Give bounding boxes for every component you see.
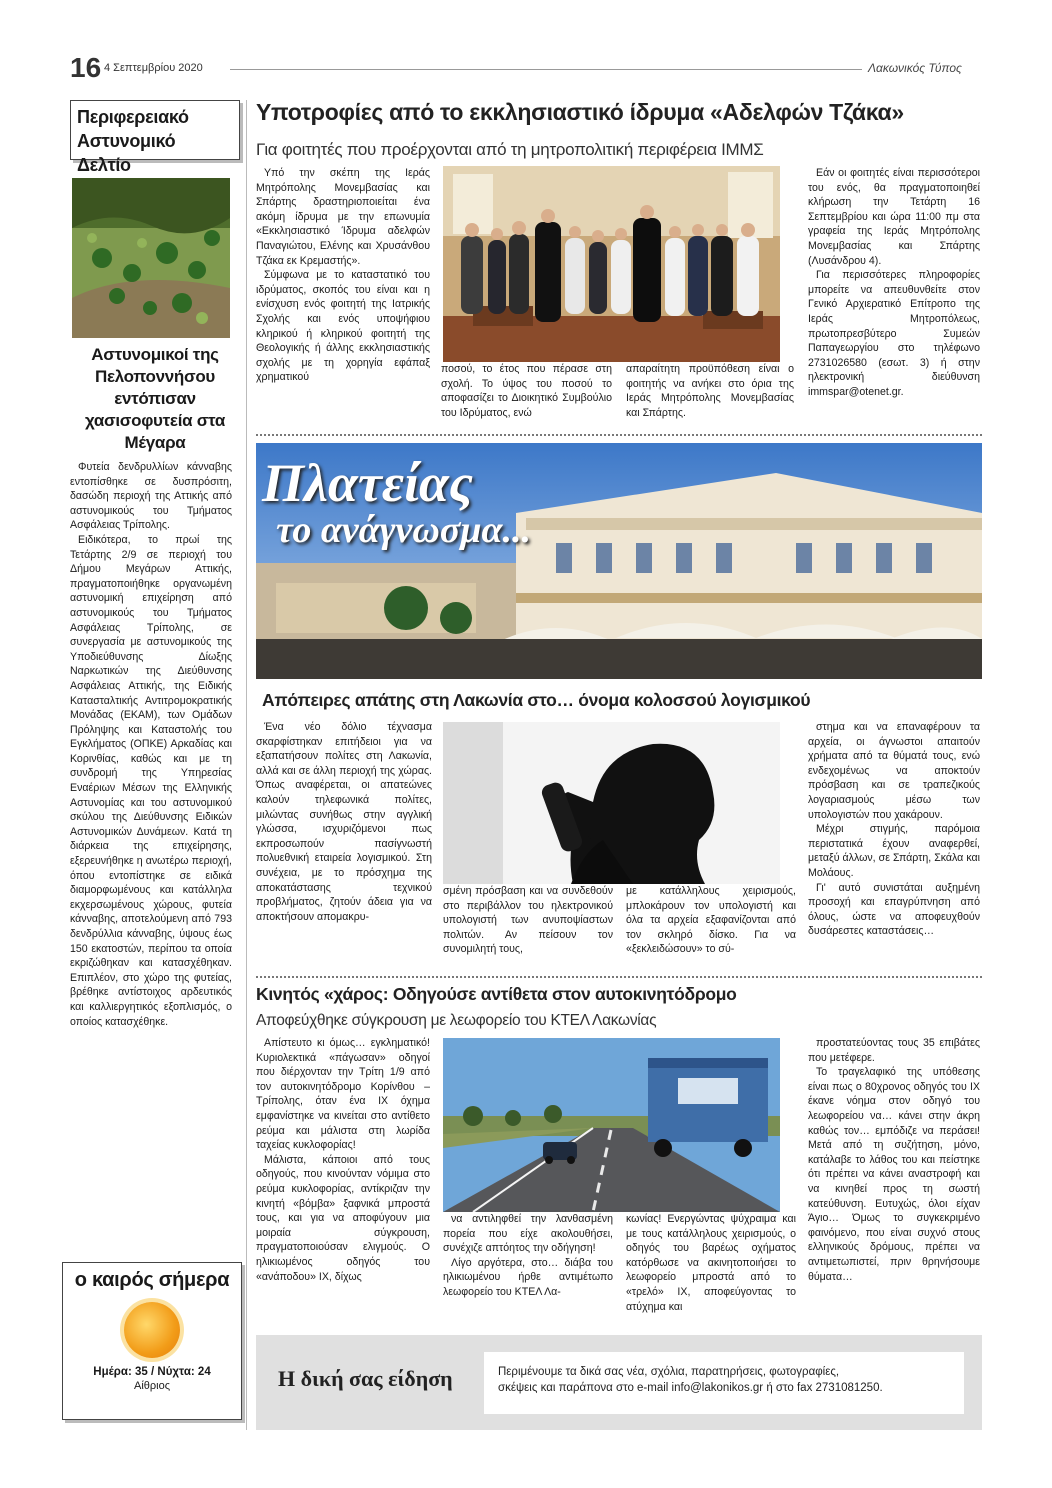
issue-date: 4 Σεπτεμβρίου 2020 xyxy=(104,62,203,74)
article2-column-1 xyxy=(256,720,432,924)
weather-title: ο καιρός σήμερα xyxy=(74,1269,230,1291)
article1-title: Υποτροφίες από το εκκλησιαστικό ίδρυμα «Αδελφών Τζάκα» xyxy=(256,99,904,125)
article3-paragraph: να αντιληφθεί την λανθασμένη πορεία που είχε ακολουθήσει, συνέχιζε απτόητος την οδήγηση! xyxy=(443,1213,613,1255)
police-paragraph: Ειδικότερα, το πρωί της Τετάρτης 2/9 σε περιοχή του Δήμου Μεγάρων Αττικής, πραγματοποιήθηκε οργανωμένη αστυνομική επιχείρηση από αστυνομικούς του Τμήματος Ασφάλειας Τρίπολης, σε συνεργασία με αστυνομικούς της Υποδιεύθυνσης Δίωξης Ναρκωτικών της Διεύθυνσης Ασφάλειας Αττικής, της Ειδικής Κατασταλτικής Αντιτρομοκρατικής Μονάδας (ΕΚΑΜ), των Ομάδων Πρόληψης και Καταστολής του Εγκλήματος (ΟΠΚΕ) Αρκαδίας και Κορινθίας, καθώς και με τη συνδρομή της Υπηρεσίας Εναέριων Μέσων της Ελληνικής Αστυνομίας και του αστυνομικού σκύλου της Διεύθυνσης Ειδικών Αστυνομικών Δυνάμεων. Κατά τη διάρκεια της επιχείρησης, εξερευνήθηκε η ανωτέρω περιοχή, όπου εντοπίστηκε σε ειδικά διαμορφωμένους και κατάλληλα εκχερσωμένους χώρους, φυτεία κάνναβης, αποτελούμενη από 793 δενδρύλλια κάνναβης, ύψους έως 150 εκατοστών, περίπου τα οποία εκριζώθηκαν και κατασχέθηκαν. Επιπλέον, στο χώρο της φυτείας, βρέθηκε αντίστοιχος αρδευτικός και καλλιεργητικός εξοπλισμός, ο οποίος κατασχέθηκε. xyxy=(70,533,232,1028)
article1-paragraph: Υπό την σκέπη της Ιεράς Μητρόπολης Μονεμβασίας και Σπάρτης δραστηριοποιείται ένα ακόμη ίδρυμα με την επωνυμία «Εκκλησιαστικό Ίδρυμα αδελφών Παναγιώτου, Ελένης και Χρυσάνθου Τζάκα εκ Κρεμαστής». xyxy=(256,167,430,267)
highway-truck-photo xyxy=(443,1038,780,1212)
banner-title: Πλατείας xyxy=(262,453,473,513)
article3-subtitle: Αποφεύχθηκε σύγκρουση με λεωφορείο του ΚΤΕΛ Λακωνίας xyxy=(256,1012,657,1029)
sun-icon xyxy=(124,1302,180,1358)
article3-column-2 xyxy=(443,1212,613,1300)
weather-temperature: Ημέρα: 35 / Νύχτα: 24 xyxy=(93,1366,211,1378)
article3-paragraph: Απίστευτο κι όμως… εγκληματικό! Κυριολεκτικά «πάγωσαν» οδηγοί που διέρχονταν την Τρίτη 1/9 από τον αυτοκινητόδρομο Κορίνθου – Τρίπολης, όταν ένα ΙΧ όχημα εμφανίστηκε να κινείται στο αντίθετο ρεύμα και μάλιστα στη λωρίδα ταχείας κυκλοφορίας! xyxy=(256,1037,430,1152)
article3-column-3: κωνίας! Ενεργώντας ψύχραιμα και με τους κατάλληλους χειρισμούς, ο οδηγός του βαρέως οχήματος κατόρθωσε να ακινητοποιήσει το λεωφορείο μπροστά από το «τρελό» ΙΧ, αποφεύγοντας το ατύχημα και xyxy=(626,1213,796,1313)
article2-column-4 xyxy=(808,720,980,939)
police-section-title: Περιφερειακό Αστυνομικό Δελτίο xyxy=(70,100,240,160)
article3-paragraph: προστατεύοντας τους 35 επιβάτες που μετέφερε. xyxy=(808,1037,980,1064)
phone-silhouette-photo xyxy=(443,722,780,884)
banner-subtitle: το ανάγνωσμα... xyxy=(276,509,532,551)
reader-news-text xyxy=(484,1352,964,1414)
article1-column-4 xyxy=(808,166,980,400)
article1-subtitle: Για φοιτητές που προέρχονται από τη μητροπολιτική περιφέρεια ΙΜΜΣ xyxy=(256,140,764,159)
article3-paragraph: Λίγο αργότερα, στο… διάβα του ηλικιωμένου ήρθε αντιμέτωπο λεωφορείο του ΚΤΕΛ Λα- xyxy=(443,1256,613,1298)
article3-title: Κινητός «χάρος: Οδηγούσε αντίθετα στον αυτοκινητόδρομο xyxy=(256,984,737,1004)
article2-paragraph: Γι' αυτό συνιστάται αυξημένη προσοχή και επαγρύπνηση από όλους, ώστε να αποφευχθούν δυσάρεστες καταστάσεις… xyxy=(808,881,980,938)
weather-box xyxy=(62,1262,242,1420)
column-divider xyxy=(246,100,247,1430)
police-article-body xyxy=(70,460,232,1029)
article1-column-1 xyxy=(256,166,430,385)
article3-column-4 xyxy=(808,1036,980,1284)
article1-paragraph: Για περισσότερες πληροφορίες μπορείτε να απευθυνθείτε στον Γενικό Αρχιερατικό Επίτροπο της Ιεράς Μητροπόλεως, πρωτοπρεσβύτερο Συμεών Παπαγεωργίου στο τηλέφωνο 2731026580 (εσωτ. 3) ή στην ηλεκτρονική διεύθυνση immspar@otenet.gr. xyxy=(808,269,980,398)
article2-paragraph: Μέχρι στιγμής, παρόμοια περιστατικά έχουν αναφερθεί, μεταξύ άλλων, σε Σπάρτη, Σκάλα και Μολάους. xyxy=(808,823,980,879)
article2-paragraph: στημα και να επαναφέρουν τα αρχεία, οι άγνωστοι απαιτούν χρήματα από τα θύματά τους, ενώ ενδεχομένως να αποκτούν πρόσβαση και σε τραπεζικούς λογαριασμούς μέσω των υπολογιστών που χακάρουν. xyxy=(808,721,980,821)
scholarship-group-photo xyxy=(443,166,780,362)
article2-title: Απόπειρες απάτης στη Λακωνία στο… όνομα κολοσσού λογισμικού xyxy=(262,690,811,710)
article3-paragraph: Το τραγελαφικό της υπόθεσης είναι πως ο 80χρονος οδηγός του ΙΧ έκανε νόημα στον οδηγό του λεωφορείου να… κάνει στην άκρη καθώς τον… εμπόδιζε να περάσει! Μετά από τη συζήτηση, μόνο, κατάλαβε το λάθος του και πείστηκε ότι πρέπει να κάνει αναστροφή και να κινηθεί προς τη σωστή κατεύθυνση. Ευτυχώς, όλοι είχαν Άγιο… Όμως το συγκεκριμένο φαινόμενο, που είναι συχνό στους ελληνικούς δρόμους, πρέπει να αντιμετωπιστεί, πριν θρηνήσουμε θύματα… xyxy=(808,1066,980,1283)
article1-paragraph: Εάν οι φοιτητές είναι περισσότεροι του ενός, θα πραγματοποιηθεί κλήρωση την Τετάρτη 16 Σεπτεμβρίου και ώρα 11:00 πμ στα γραφεία της Ιεράς Μητρόπολης Μονεμβασίας και Σπάρτης (Λυσάνδρου 4). xyxy=(808,167,980,267)
weather-condition: Αίθριος xyxy=(133,1380,171,1392)
article2-paragraph: Ένα νέο δόλιο τέχνασμα σκαρφίστηκαν επιτήδειοι για να εξαπατήσουν πολίτες στη Λακωνία, αλλά και σε άλλη περιοχή της χώρας. Όπως αναφέρεται, οι απατεώνες καλούν τηλεφωνικά πολίτες, μιλώντας συνήθως στην αγγλική γλώσσα, ισχυριζόμενοι πως εκπροσωπούν πασίγνωστή πολυεθνική εταιρεία λογισμικού. Στη συνέχεια, με το πρόσχημα της αποκατάστασης τεχνικού προβλήματος, ζητούν άδεια για να αποκτήσουν απομακρυ- xyxy=(256,721,432,923)
police-paragraph: Φυτεία δενδρυλλίων κάνναβης εντοπίσθηκε σε δυσπρόσιτη, δασώδη περιοχή της Αττικής από αστυνομικούς του Τμήματος Ασφάλειας Τρίπολης. xyxy=(70,461,232,532)
newspaper-name: Λακωνικός Τύπος xyxy=(868,61,962,75)
header-rule xyxy=(230,69,862,70)
article2-column-2: σμένη πρόσβαση και να συνδεθούν στο περιβάλλον του ηλεκτρονικού υπολογιστή των ανυποψίαστων πολιτών. Αν πείσουν τον συνομιλητή τους, xyxy=(443,885,613,956)
page-number: 16 xyxy=(70,52,102,83)
article3-paragraph: Μάλιστα, κάποιοι από τους οδηγούς, που κινούνταν νόμιμα στο ρεύμα κυκλοφορίας, αντίκριζαν την κινητή «βόμβα» ξαφνικά μπροστά τους, και για να αποφύγουν μια μοιραία σύγκρουση, πραγματοποιούσαν ελιγμούς. Ο ηλικιωμένος οδηγός του «ανάποδου» ΙΧ, δίχως xyxy=(256,1153,430,1283)
article1-column-3: απαραίτητη προϋπόθεση είναι ο φοιτητής να ανήκει στο όρια της Ιεράς Μητρόπολης Μονεμβασίας και Σπάρτης. xyxy=(626,363,794,419)
reader-news-line: σκέψεις και παράπονα στο e-mail info@lakonikos.gr ή στο fax 2731081250. xyxy=(498,1382,883,1394)
section-divider xyxy=(256,434,982,436)
reader-news-title: Η δική σας είδηση xyxy=(278,1366,453,1391)
article2-column-3: με κατάλληλους χειρισμούς, μπλοκάρουν τον υπολογιστή και όλα τα αρχεία εξαφανίζονται από τον σκληρό δίσκο. Για να «ξεκλειδώσουν» το σύ- xyxy=(626,885,796,956)
article3-column-1 xyxy=(256,1036,430,1284)
article1-paragraph: Σύμφωνα με το καταστατικό του ιδρύματος, σκοπός του είναι και η ενίσχυση ενός φοιτητή της Ιατρικής Σχολής και ενός υποψήφιου κληρικού ή κληρικού φοιτητή της Θεολογικής ή άλλης εκκλησιαστικής σχολής με τη χορηγία εφάπαξ χρηματικού xyxy=(256,269,430,384)
article1-column-2: ποσού, το έτος που πέρασε στη σχολή. Το ύψος του ποσού το αποφασίζει το Διοικητικό Συμβούλιο του Ιδρύματος, ενώ xyxy=(441,363,612,419)
cannabis-field-photo xyxy=(72,178,230,338)
reader-news-line: Περιμένουμε τα δικά σας νέα, σχόλια, παρατηρήσεις, φωτογραφίες, xyxy=(498,1366,840,1378)
section-divider xyxy=(256,976,982,978)
police-headline: Αστυνομικοί της Πελοποννήσου εντόπισαν χασισοφυτεία στα Μέγαρα xyxy=(85,345,225,452)
